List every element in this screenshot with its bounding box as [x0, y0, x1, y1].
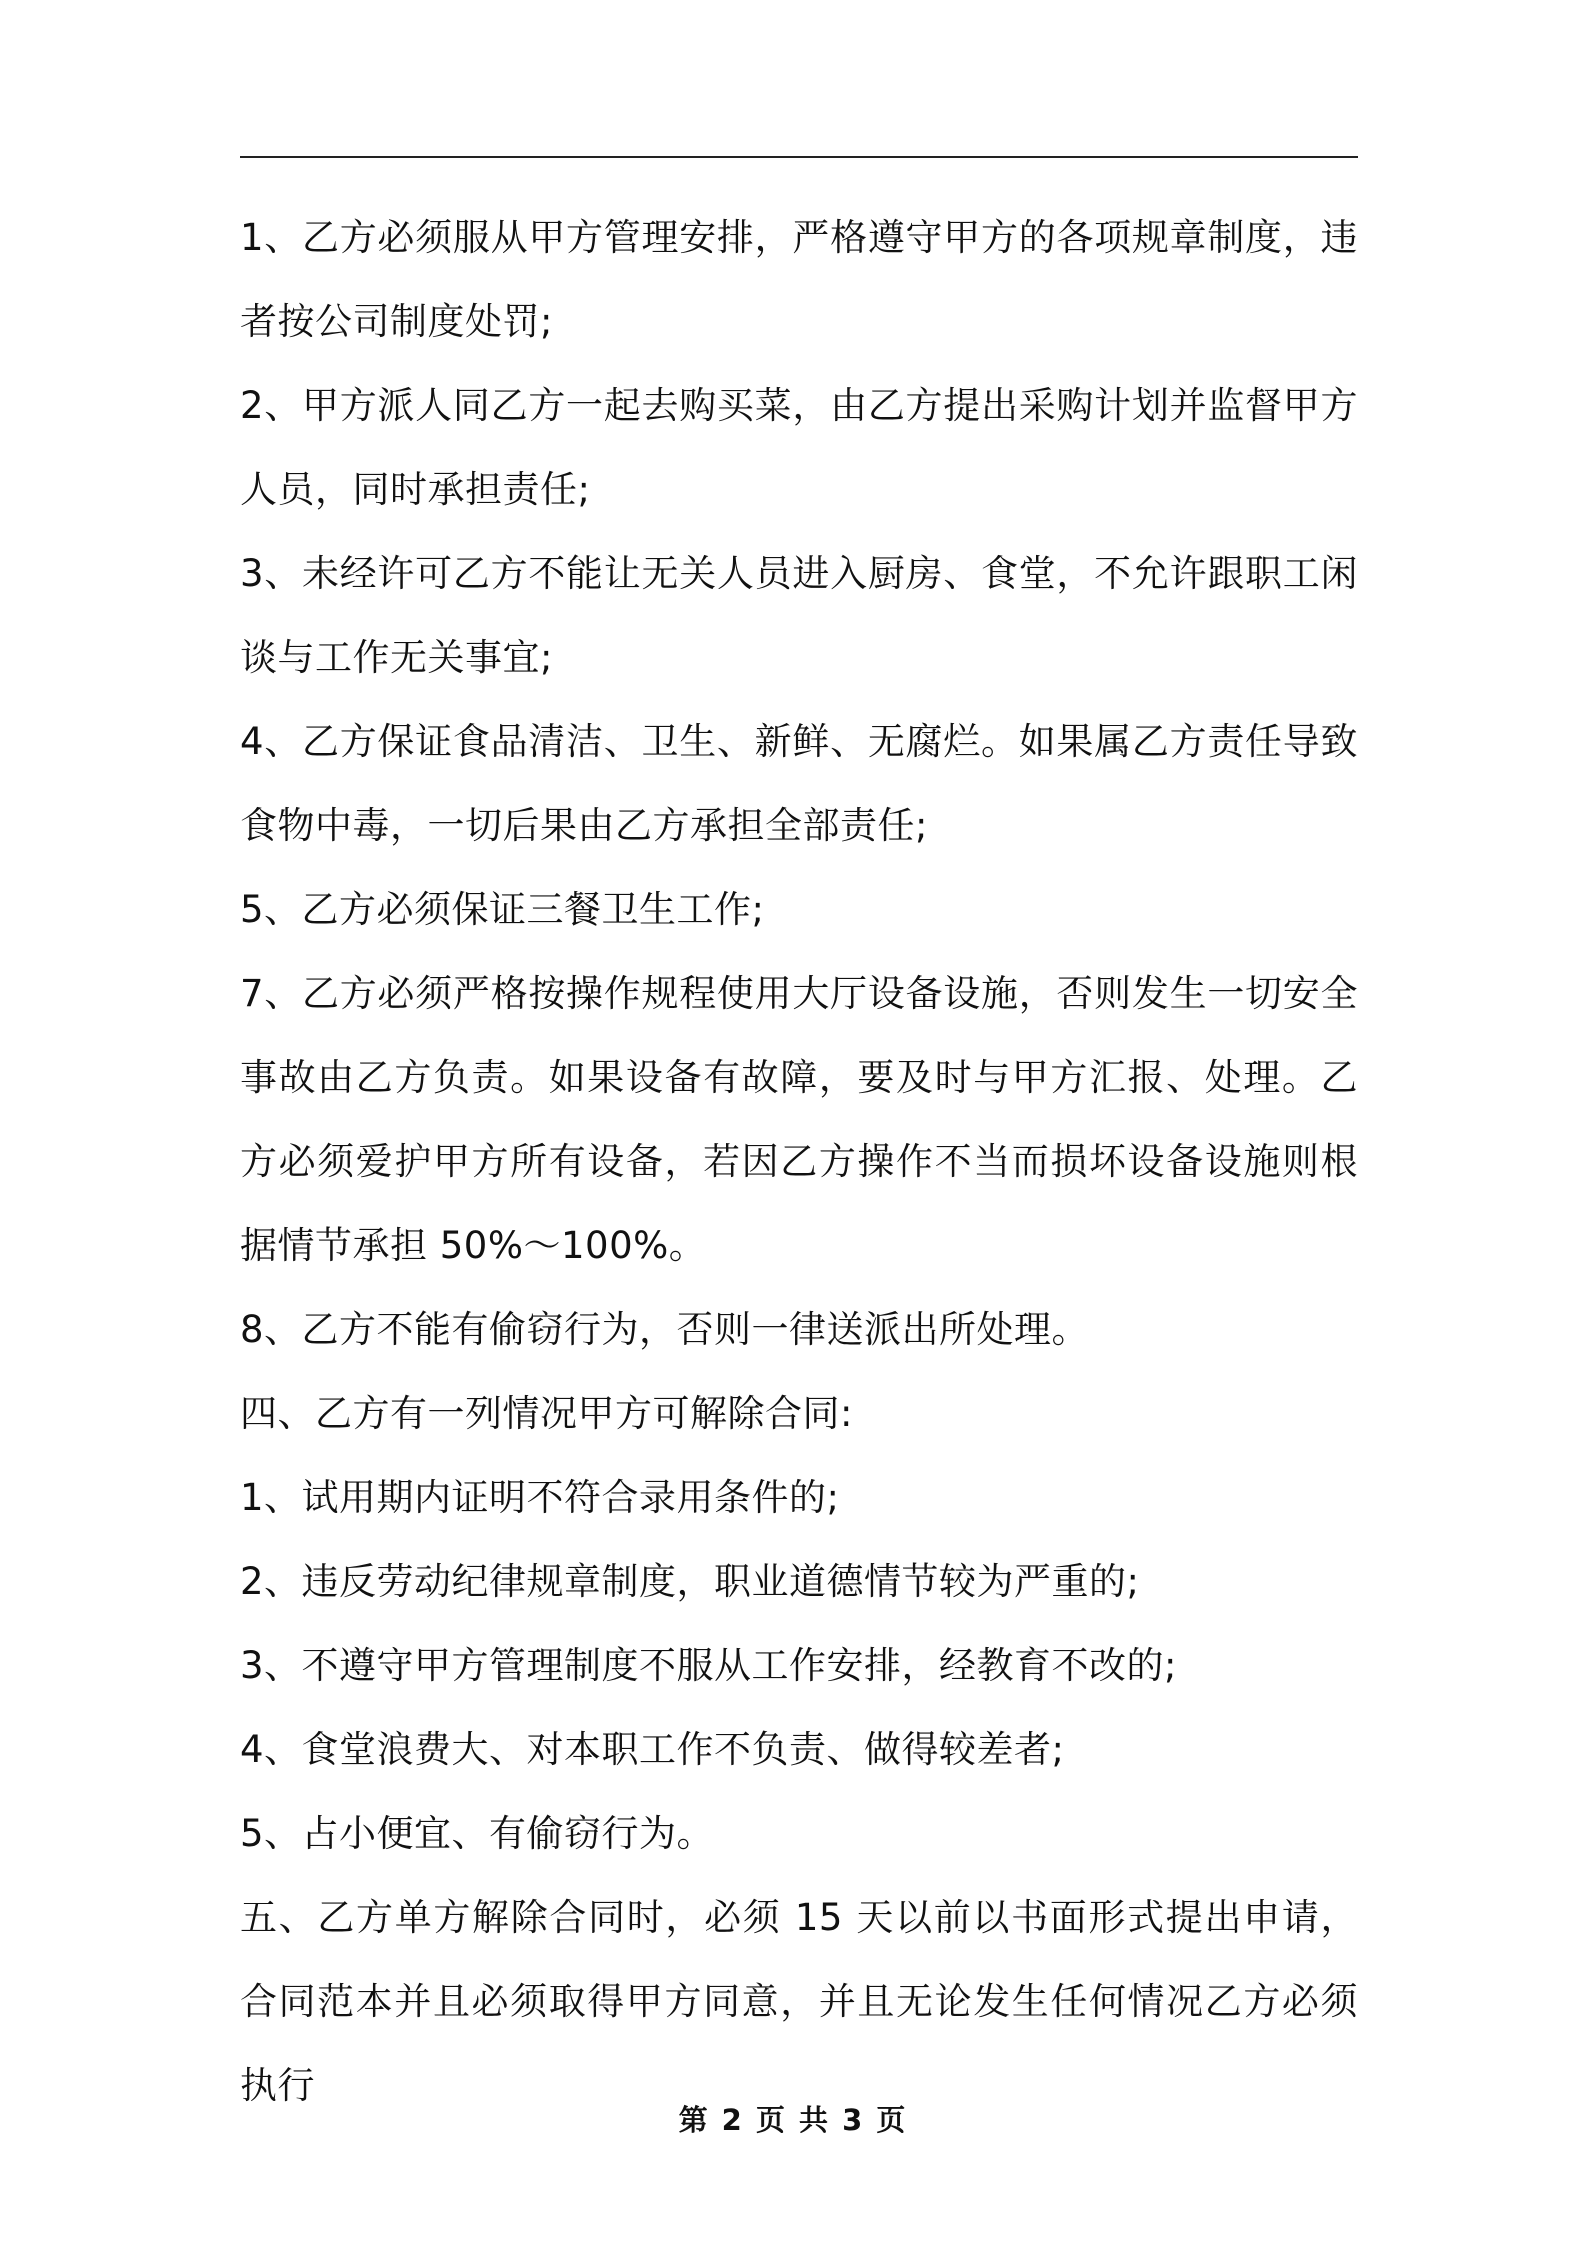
header-divider	[240, 156, 1358, 158]
clause-4-food-safety: 4、乙方保证食品清洁、卫生、新鲜、无腐烂。如果属乙方责任导致食物中毒，一切后果由乙方承担全部责任;	[240, 720, 1358, 847]
section-4-item-4: 4、食堂浪费大、对本职工作不负责、做得较差者;	[240, 1728, 1065, 1771]
section-4-item-1: 1、试用期内证明不符合录用条件的;	[240, 1476, 840, 1519]
clause-1-obey-management: 1、乙方必须服从甲方管理安排，严格遵守甲方的各项规章制度，违者按公司制度处罚;	[240, 216, 1358, 343]
section-4-heading: 四、乙方有一列情况甲方可解除合同:	[240, 1392, 853, 1435]
clause-3-kitchen-access: 3、未经许可乙方不能让无关人员进入厨房、食堂，不允许跟职工闲谈与工作无关事宜;	[240, 552, 1358, 679]
clause-2-purchasing: 2、甲方派人同乙方一起去购买菜，由乙方提出采购计划并监督甲方人员，同时承担责任;	[240, 384, 1358, 511]
page-number-label: 第 2 页 共 3 页	[678, 2103, 908, 2137]
section-4-item-2: 2、违反劳动纪律规章制度，职业道德情节较为严重的;	[240, 1560, 1140, 1603]
clause-7-equipment: 7、乙方必须严格按操作规程使用大厅设备设施，否则发生一切安全事故由乙方负责。如果设备有故障，要及时与甲方汇报、处理。乙方必须爱护甲方所有设备，若因乙方操作不当而损坏设备设施则根据情节承担 50%～100%。	[240, 972, 1358, 1267]
section-4-item-3: 3、不遵守甲方管理制度不服从工作安排，经教育不改的;	[240, 1644, 1178, 1687]
clause-5-meal-hygiene: 5、乙方必须保证三餐卫生工作;	[240, 888, 765, 931]
page-number-footer	[0, 2098, 1586, 2139]
section-4-item-5: 5、占小便宜、有偷窃行为。	[240, 1812, 715, 1855]
clause-8-theft: 8、乙方不能有偷窃行为，否则一律送派出所处理。	[240, 1308, 1090, 1351]
document-body	[240, 196, 1358, 2128]
section-5-paragraph: 五、乙方单方解除合同时，必须 15 天以前以书面形式提出申请，合同范本并且必须取得甲方同意，并且无论发生任何情况乙方必须执行	[240, 1896, 1358, 2107]
